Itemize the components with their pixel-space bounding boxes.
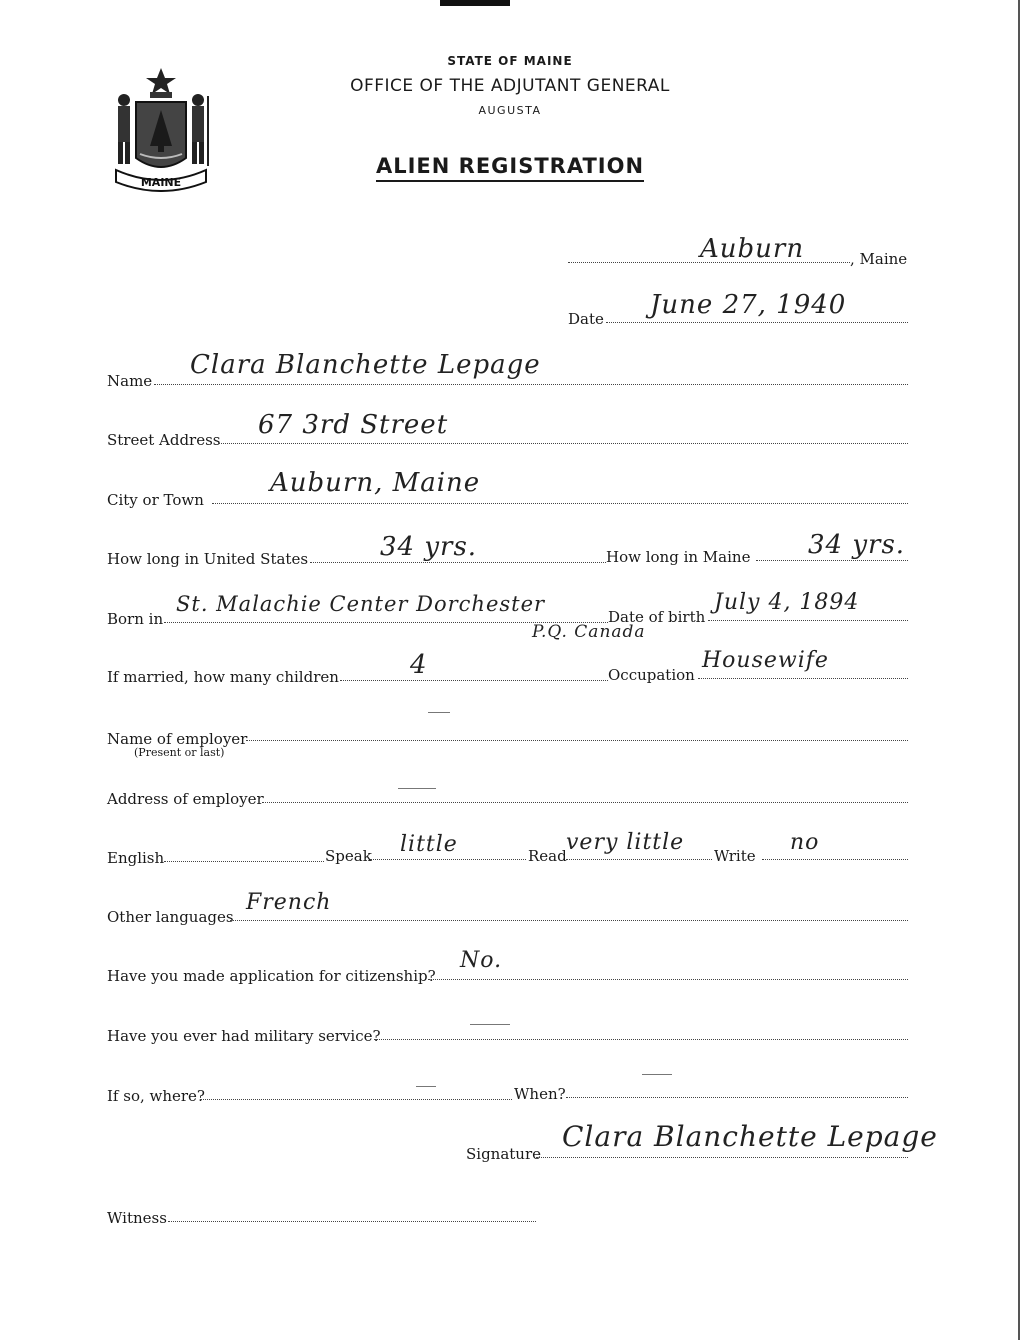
employer-line <box>246 740 908 741</box>
how-long-maine-value: 34 yrs. <box>808 530 906 560</box>
maine-state-seal <box>106 66 216 192</box>
how-long-maine-line <box>756 560 908 561</box>
read-label: Read <box>528 847 567 865</box>
employer-address-label: Address of employer <box>107 790 264 808</box>
if-so-where-line <box>200 1099 512 1100</box>
employer-address-dash <box>398 788 436 789</box>
other-languages-line <box>230 920 908 921</box>
if-so-where-label: If so, where? <box>107 1087 205 1105</box>
english-label: English <box>107 849 165 867</box>
military-dash <box>470 1024 510 1025</box>
dob-line <box>708 620 908 621</box>
english-line <box>164 861 324 862</box>
occupation-value: Housewife <box>702 648 829 673</box>
date-line <box>606 322 908 323</box>
children-value: 4 <box>410 650 428 680</box>
born-in-value: St. Malachie Center Dorchester <box>176 592 546 616</box>
form-title: ALIEN REGISTRATION <box>300 154 720 178</box>
city-label: City or Town <box>107 491 204 509</box>
born-in-label: Born in <box>107 610 164 628</box>
street-value: 67 3rd Street <box>258 410 449 440</box>
header-city: AUGUSTA <box>478 104 542 117</box>
witness-line <box>168 1221 536 1222</box>
name-value: Clara Blanchette Lepage <box>190 350 541 380</box>
how-long-us-line <box>310 562 606 563</box>
signature-line <box>536 1157 908 1158</box>
svg-text:MAINE: MAINE <box>140 176 182 189</box>
employer-address-line <box>262 802 908 803</box>
write-label: Write <box>714 847 756 865</box>
place-value: Auburn <box>700 234 805 264</box>
date-label: Date <box>568 310 604 328</box>
how-long-us-value: 34 yrs. <box>380 532 478 562</box>
employer-label: Name of employer <box>107 730 248 748</box>
street-line <box>218 443 908 444</box>
children-label: If married, how many children <box>107 668 339 686</box>
speak-value: little <box>400 832 458 857</box>
city-value: Auburn, Maine <box>270 468 481 498</box>
witness-label: Witness <box>107 1209 167 1227</box>
write-value: no <box>790 830 820 855</box>
date-value: June 27, 1940 <box>650 290 847 320</box>
header-office: OFFICE OF THE ADJUTANT GENERAL <box>350 76 670 96</box>
employer-sublabel: (Present or last) <box>134 746 225 759</box>
page-edge <box>1018 0 1020 1340</box>
speak-line <box>370 859 526 860</box>
place-suffix: , Maine <box>850 250 908 268</box>
if-so-where-dash <box>416 1086 436 1087</box>
write-line <box>762 859 908 860</box>
citizenship-label: Have you made application for citizenship? <box>107 967 436 985</box>
occupation-label: Occupation <box>608 666 695 684</box>
born-in-value-2: P.Q. Canada <box>532 622 646 642</box>
children-line <box>340 680 608 681</box>
read-value: very little <box>566 830 685 855</box>
name-line <box>154 384 908 385</box>
scan-edge-mark <box>440 0 510 6</box>
other-languages-label: Other languages <box>107 908 234 926</box>
employer-dash <box>428 712 450 713</box>
signature-value: Clara Blanchette Lepage <box>562 1120 938 1153</box>
city-line <box>212 503 908 504</box>
other-languages-value: French <box>246 890 332 915</box>
dob-value: July 4, 1894 <box>714 590 860 615</box>
signature-label: Signature <box>466 1145 542 1163</box>
when-dash <box>642 1074 672 1075</box>
citizenship-value: No. <box>460 948 503 973</box>
occupation-line <box>698 678 908 679</box>
military-line <box>374 1039 908 1040</box>
header-state: STATE OF MAINE <box>447 54 573 68</box>
how-long-us-label: How long in United States <box>107 550 309 568</box>
dob-label: Date of birth <box>608 608 706 626</box>
street-label: Street Address <box>107 431 221 449</box>
citizenship-line <box>428 979 908 980</box>
when-label: When? <box>514 1085 566 1103</box>
how-long-maine-label: How long in Maine <box>606 548 751 566</box>
name-label: Name <box>107 372 153 390</box>
when-line <box>566 1097 908 1098</box>
speak-label: Speak <box>325 847 372 865</box>
military-label: Have you ever had military service? <box>107 1027 381 1045</box>
read-line <box>566 859 712 860</box>
